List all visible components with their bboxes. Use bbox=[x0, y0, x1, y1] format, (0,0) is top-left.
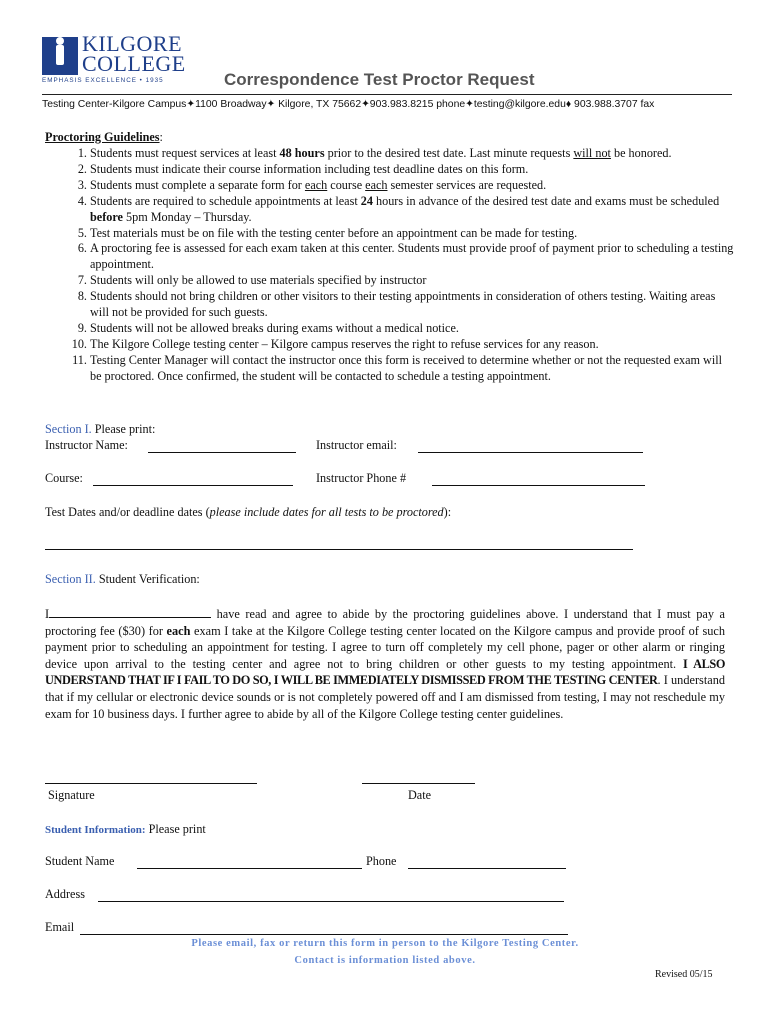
verification-paragraph: I have read and agree to abide by the proctoring guidelines above. I understand that I must pay a proctoring fee ($30) for each exam I take at the Kilgore College testing center located on the Kilgore campus and provide proof of such payment prior to scheduling an appointment for testing. I agree to turn off completely my cell phone, pager or other alarm or ringing device upon arrival to the testing center and agree not to bring children or other guests to my testing appointment. I ALSO UNDERSTAND THAT IF I FAIL TO DO SO, I WILL BE IMMEDIATELY DISMISSED FROM THE TESTING CENTER. I understand that if my cellular or electronic device sounds or is not completely powered off and I am dismissed from testing, I may not reschedule my exam for 10 business days. I further agree to abide by all of the Kilgore College testing center guidelines. bbox=[45, 607, 725, 721]
guideline-item: 9. Students will not be allowed breaks during exams without a medical notice. bbox=[90, 321, 735, 337]
guidelines-heading: Proctoring Guidelines: bbox=[45, 130, 163, 144]
instructor-name-field[interactable] bbox=[148, 440, 296, 453]
footer-contact-note: Contact is information listed above. bbox=[294, 955, 476, 966]
test-dates-label: Test Dates and/or deadline dates (please include dates for all tests to be proctored): bbox=[45, 505, 452, 519]
college-logo bbox=[42, 31, 186, 90]
student-name-blank[interactable] bbox=[49, 605, 211, 618]
student-name-field[interactable] bbox=[137, 856, 362, 869]
guidelines-list bbox=[45, 146, 735, 385]
contact-line: Testing Center-Kilgore Campus✦1100 Broadway✦ Kilgore, TX 75662✦903.983.8215 phone✦testing@kilgore.edu♦ 903.988.3707 fax bbox=[42, 99, 655, 110]
address-field[interactable] bbox=[98, 889, 564, 902]
instructor-email-label: Instructor email: bbox=[316, 438, 397, 452]
email-field[interactable] bbox=[80, 922, 568, 935]
student-name-label: Student Name bbox=[45, 854, 115, 868]
instructor-phone-label: Instructor Phone # bbox=[316, 471, 407, 485]
instructor-email-field[interactable] bbox=[418, 440, 643, 453]
section2-heading: Section II. Student Verification: bbox=[45, 572, 200, 586]
guideline-item: 6. A proctoring fee is assessed for each exam taken at this center. Students must provide proof of payment prior to scheduling a testing appointment. bbox=[90, 241, 735, 273]
course-field[interactable] bbox=[93, 473, 293, 486]
address-label: Address bbox=[45, 887, 85, 901]
guideline-item: 4. Students are required to schedule appointments at least 24 hours in advance of the desired test date and exams must be scheduled before 5pm Monday – Thursday. bbox=[90, 194, 735, 226]
student-phone-field[interactable] bbox=[408, 856, 566, 869]
footer-instructions: Please email, fax or return this form in person to the Kilgore Testing Center. bbox=[191, 938, 579, 949]
date-field[interactable] bbox=[362, 783, 475, 784]
student-phone-label: Phone bbox=[366, 854, 397, 868]
header-divider bbox=[42, 94, 732, 95]
revision-date: Revised 05/15 bbox=[655, 969, 713, 980]
guideline-item: 5. Test materials must be on file with the testing center before an appointment can be made for testing. bbox=[90, 226, 735, 242]
test-dates-field[interactable] bbox=[45, 549, 633, 550]
guideline-item: 7. Students will only be allowed to use materials specified by instructor bbox=[90, 273, 735, 289]
student-info-heading: Student Information: Please print bbox=[45, 822, 206, 836]
date-label: Date bbox=[408, 788, 432, 802]
guideline-item: 1. Students must request services at least 48 hours prior to the desired test date. Last minute requests will not be honored. bbox=[90, 146, 735, 162]
logo-shield-icon bbox=[42, 37, 78, 75]
instructor-name-row: Instructor Name: bbox=[45, 438, 128, 452]
guideline-item: 2. Students must indicate their course information including test deadline dates on this form. bbox=[90, 162, 735, 178]
instructor-phone-field[interactable] bbox=[432, 473, 645, 486]
guideline-item: 10. The Kilgore College testing center – Kilgore campus reserves the right to refuse services for any reason. bbox=[90, 337, 735, 353]
logo-wordmark: KILGORE COLLEGE bbox=[82, 31, 186, 76]
course-label: Course: bbox=[45, 471, 83, 485]
guideline-item: 11. Testing Center Manager will contact the instructor once this form is received to determine whether or not the requested exam will be proctored. Once confirmed, the student will be contacted to schedule a testing appointment. bbox=[90, 353, 735, 385]
signature-label: Signature bbox=[48, 788, 95, 802]
section1-heading: Section I. Please print: bbox=[45, 422, 156, 436]
email-label: Email bbox=[45, 920, 75, 934]
signature-field[interactable] bbox=[45, 783, 257, 784]
guideline-item: 3. Students must complete a separate form for each course each semester services are requested. bbox=[90, 178, 735, 194]
logo-tagline: EMPHASIS EXCELLENCE • 1935 bbox=[42, 77, 164, 84]
guideline-item: 8. Students should not bring children or other visitors to their testing appointments in consideration of others testing. Waiting areas will not be provided for such guests. bbox=[90, 289, 735, 321]
form-title: Correspondence Test Proctor Request bbox=[224, 70, 535, 89]
